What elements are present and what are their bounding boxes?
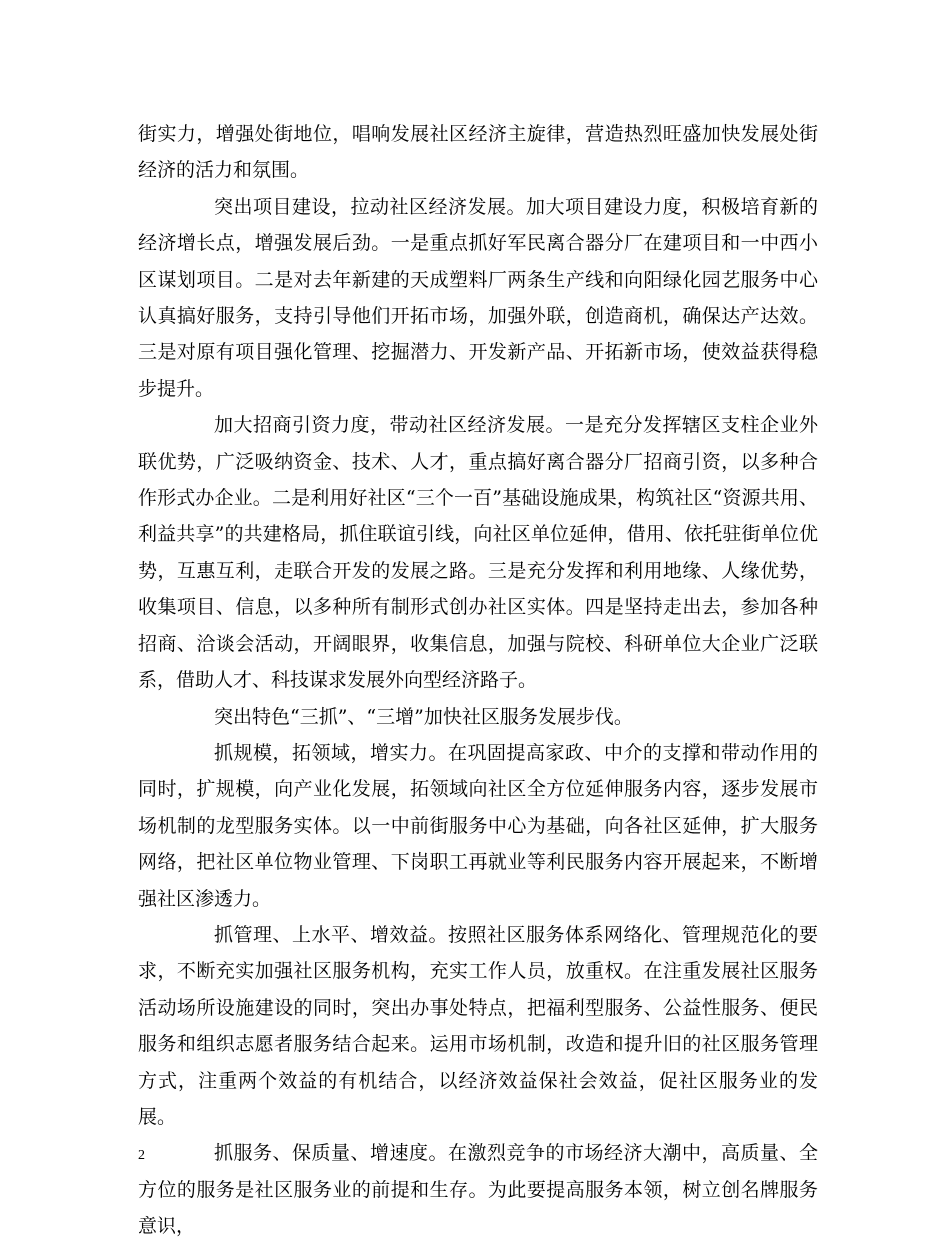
paragraph: 突出特色“三抓”、“三增”加快社区服务发展步伐。: [214, 705, 633, 728]
paragraph: 抓管理、上水平、增效益。按照社区服务体系网络化、管理规范化的要求，不断充实加强社区服务机构，充实工作人员，放重权。在注重发展社区服务活动场所设施建设的同时，突出办事处特点，把福利型服务、公益性服务、便民服务和组织志愿者服务结合起来。运用市场机制，改造和提升旧的社区服务管理方式，注重两个效益的有机结合，以经济效益保社会效益，促社区服务业的发展。: [138, 923, 818, 1128]
paragraph: 抓服务、保质量、增速度。在激烈竞争的市场经济大潮中，高质量、全方位的服务是社区服务业的前提和生存。为此要提高服务本领，树立创名牌服务意识，: [138, 1142, 818, 1238]
body-text: [138, 116, 818, 1245]
paragraph: 加大招商引资力度，带动社区经济发展。一是充分发挥辖区支柱企业外联优势，广泛吸纳资金、技术、人才，重点搞好离合器分厂招商引资，以多种合作形式办企业。二是利用好社区“三个一百”基础设施成果，构筑社区“资源共用、利益共享”的共建格局，抓住联谊引线，向社区单位延伸，借用、依托驻街单位优势，互惠互利，走联合开发的发展之路。三是充分发挥和利用地缘、人缘优势，收集项目、信息，以多种所有制形式创办社区实体。四是坚持走出去，参加各种招商、洽谈会活动，开阔眼界，收集信息，加强与院校、科研单位大企业广泛联系，借助人才、科技谋求发展外向型经济路子。: [138, 414, 818, 692]
page-number: 2: [138, 1148, 145, 1163]
paragraph: 抓规模，拓领域，增实力。在巩固提高家政、中介的支撑和带动作用的同时，扩规模，向产业化发展，拓领域向社区全方位延伸服务内容，逐步发展市场机制的龙型服务实体。以一中前街服务中心为基础，向各社区延伸，扩大服务网络，把社区单位物业管理、下岗职工再就业等利民服务内容开展起来，不断增强社区渗透力。: [138, 741, 818, 910]
paragraph: 街实力，增强处街地位，唱响发展社区经济主旋律，营造热烈旺盛加快发展处街经济的活力和氛围。: [138, 123, 818, 182]
paragraph: 突出项目建设，拉动社区经济发展。加大项目建设力度，积极培育新的经济增长点，增强发展后劲。一是重点抓好军民离合器分厂在建项目和一中西小区谋划项目。二是对去年新建的天成塑料厂两条生产线和向阳绿化园艺服务中心认真搞好服务，支持引导他们开拓市场，加强外联，创造商机，确保达产达效。三是对原有项目强化管理、挖掘潜力、开发新产品、开拓新市场，使效益获得稳步提升。: [138, 195, 818, 400]
